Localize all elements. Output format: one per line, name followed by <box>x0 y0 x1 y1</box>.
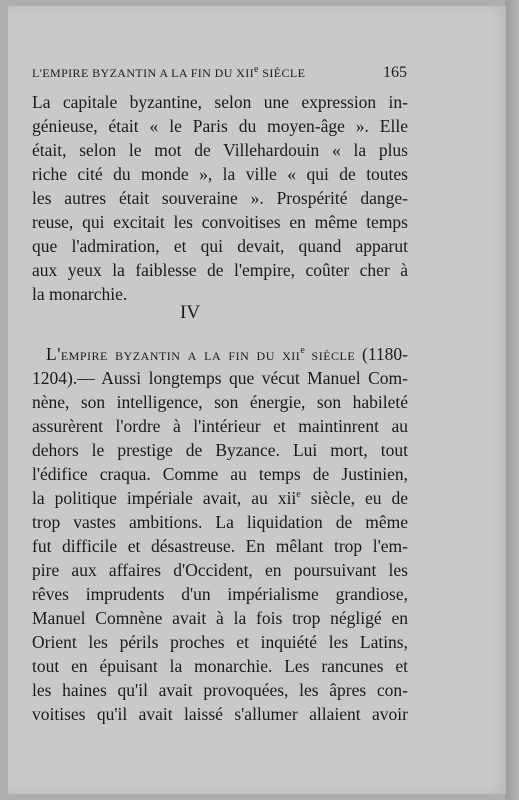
section-heading-title: L'empire byzantin a la fin du xii <box>46 344 301 364</box>
text-line: nène, son intelligence, son énergie, son habileté <box>32 392 408 412</box>
text-line: pire aux affaires d'Occident, en poursuivant les <box>32 560 408 580</box>
text-line: fut difficile et désastreuse. En mêlant trop l'em- <box>32 536 408 556</box>
page-number: 165 <box>383 64 407 81</box>
text-line: Orient les périls proches et inquiété les Latins, <box>32 632 408 652</box>
running-header-title: L'EMPIRE BYZANTIN A LA FIN DU XII <box>32 66 255 80</box>
text-line: la monarchie. <box>32 284 128 304</box>
text-line: assurèrent l'ordre à l'intérieur et maintinrent au <box>32 416 408 436</box>
section-heading <box>46 344 408 365</box>
text-line: La capitale byzantine, selon une expression in- <box>32 92 408 112</box>
section-heading-dates: (1180- <box>362 344 409 364</box>
text-line: aux yeux la faiblesse de l'empire, coûter cher à <box>32 260 408 280</box>
paragraph-1 <box>32 92 408 302</box>
section-heading-sup: e <box>300 345 305 357</box>
text-line: les haines qu'il avait provoquées, les âpres con- <box>32 680 408 700</box>
text-line-start: la politique impériale avait, au xii <box>32 488 297 508</box>
text-line: que l'admiration, et qui devait, quand apparut <box>32 236 408 256</box>
text-line: tout en épuisant la monarchie. Les rancunes et <box>32 656 408 676</box>
text-line: l'édifice craqua. Comme au temps de Justinien, <box>32 464 408 484</box>
text-line: dehors le prestige de Byzance. Lui mort, tout <box>32 440 408 460</box>
page-edge-shadow <box>505 0 519 800</box>
text-line: 1204).— Aussi longtemps que vécut Manuel Com- <box>32 368 408 388</box>
text-line: riche cité du monde », la ville « qui de toutes <box>32 164 408 184</box>
text-line-end: siècle, eu de <box>300 488 408 508</box>
running-header-sup: e <box>254 64 259 75</box>
section-heading-title-end: siècle <box>311 344 356 364</box>
section-number: IV <box>180 302 201 323</box>
text-line: les autres était souveraine ». Prospérité dange- <box>32 188 408 208</box>
text-line: génieuse, était « le Paris du moyen-âge ». Elle <box>32 116 408 136</box>
text-line: trop vastes ambitions. La liquidation de même <box>32 512 408 532</box>
text-line: voitises qu'il avait laissé s'allumer allaient avoir <box>32 704 408 724</box>
text-line: reuse, qui excitait les convoitises en même temps <box>32 212 408 232</box>
text-line-sup: e <box>296 489 301 501</box>
running-header <box>32 66 408 81</box>
paragraph-2 <box>32 344 408 724</box>
text-line: Manuel Comnène avait à la fois trop négligé en <box>32 608 408 628</box>
text-line: était, selon le mot de Villehardouin « la plus <box>32 140 408 160</box>
running-header-title-end: SIÈCLE <box>262 66 306 80</box>
text-line <box>32 488 408 509</box>
text-line: rêves imprudents d'un impérialisme grandiose, <box>32 584 408 604</box>
